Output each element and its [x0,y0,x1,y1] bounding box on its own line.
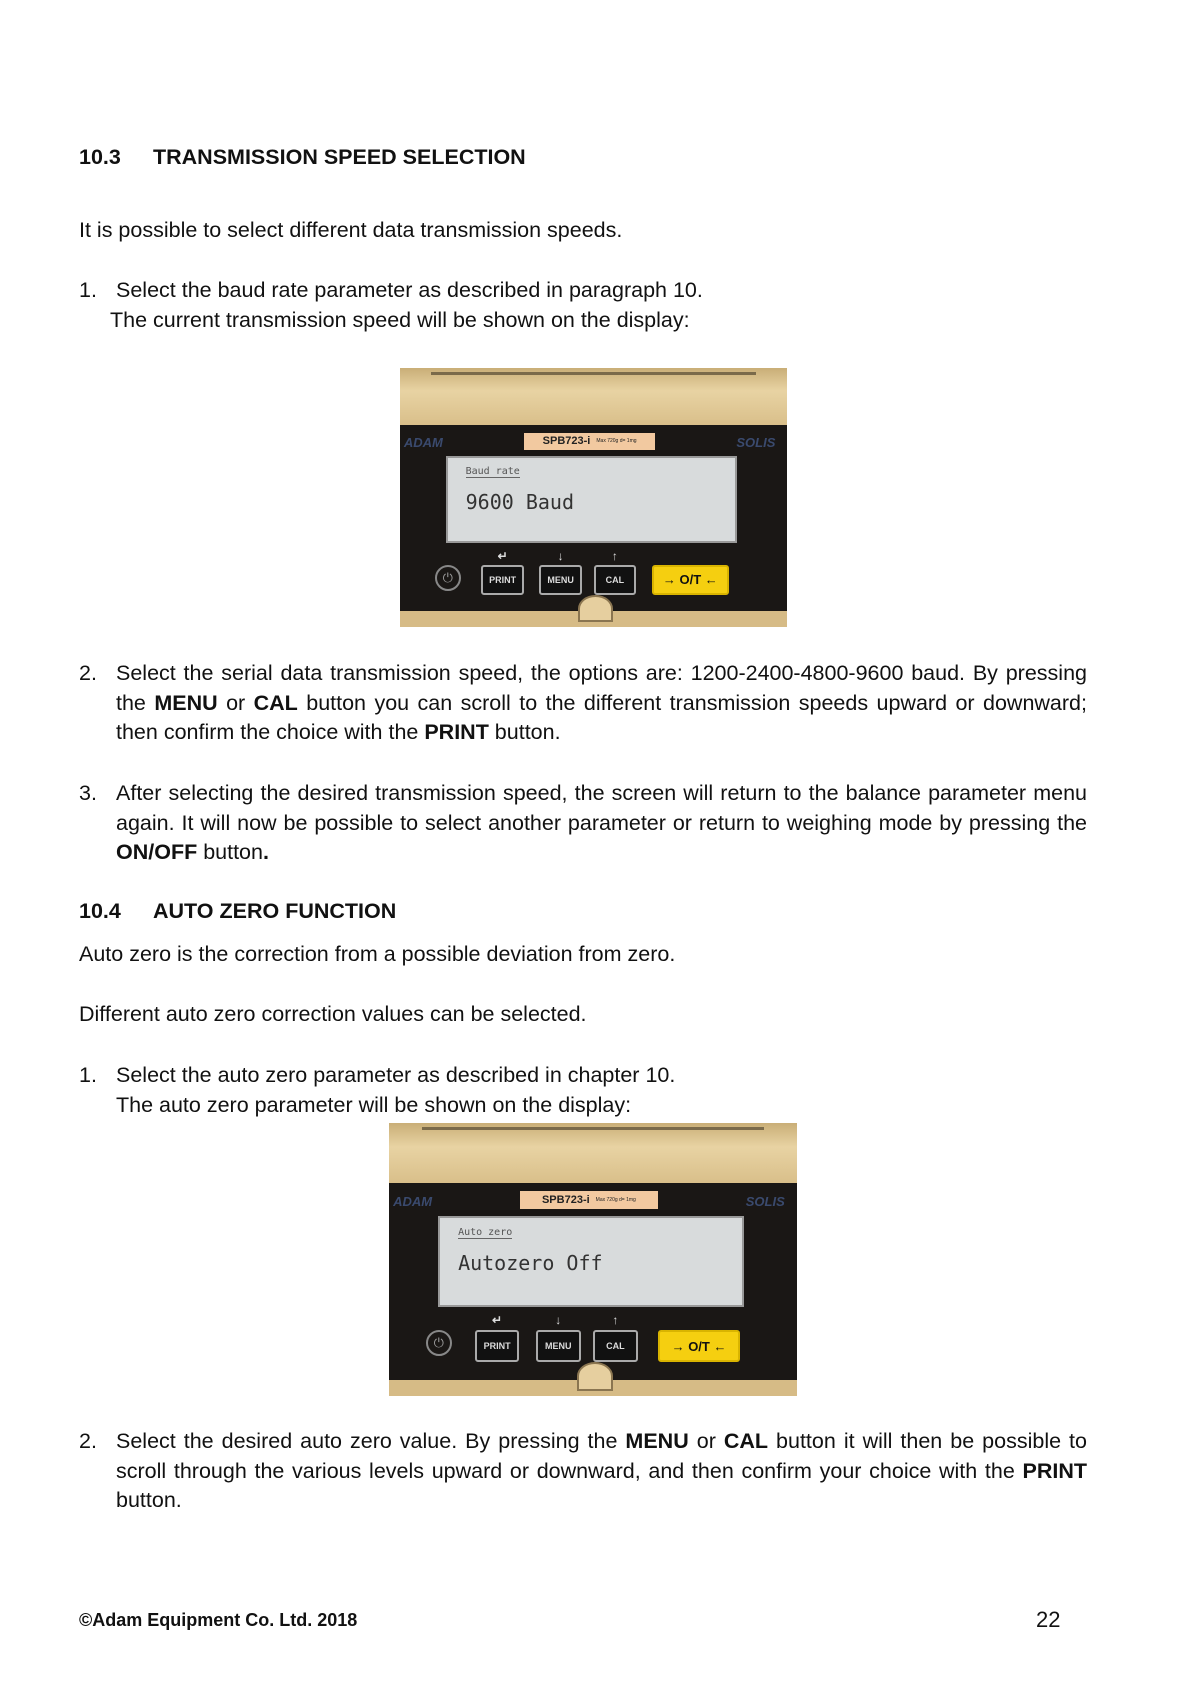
item-number: 2. [79,661,97,685]
list-item [79,276,1087,306]
item-text: After selecting the desired transmission speed, the screen will return to the balance parameter menu again. It will now be possible to select another parameter or return to weighing mode by pressing the ON/OFF button. [116,781,1087,864]
section-heading-10-3 [79,145,526,170]
item-text: Select the desired auto zero value. By pressing the MENU or CAL button it will then be possible to scroll through the various levels upward or downward, and then confirm your choice with the PRINT button. [116,1429,1087,1512]
section-heading-10-4 [79,899,396,924]
balance-display-photo-baud [400,368,787,627]
section-title: AUTO ZERO FUNCTION [153,899,397,923]
model-label: SPB723-i Max 720g d= 1mg [524,433,656,450]
lcd-value: Autozero Off [458,1251,603,1275]
lcd-screen [446,456,736,543]
paragraph: Different auto zero correction values can be selected. [79,1002,587,1026]
list-item [79,1061,1087,1091]
model-label: SPB723-i Max 720g d= 1mg [520,1191,659,1209]
paragraph: It is possible to select different data transmission speeds. [79,218,623,242]
print-button: ↵ PRINT [475,1330,520,1361]
tare-button: → O/T ← [652,565,730,595]
item-number: 1. [79,278,97,302]
item-text: Select the baud rate parameter as described in paragraph 10. [116,278,703,302]
lcd-value: 9600 Baud [465,489,574,514]
item-text-line2: The auto zero parameter will be shown on the display: [116,1093,632,1117]
series-logo: SOLIS [736,435,776,451]
cal-button: ↑ CAL [593,1330,638,1361]
level-indicator [577,1362,614,1391]
list-item [79,779,1087,868]
paragraph: Auto zero is the correction from a possible deviation from zero. [79,942,676,966]
section-number: 10.4 [79,899,121,923]
level-indicator [578,595,613,622]
brand-logo: ADAM [403,435,443,451]
power-icon: ⏻ [426,1330,452,1356]
print-button: ↵ PRINT [481,565,524,595]
list-item [79,659,1087,748]
series-logo: SOLIS [745,1193,785,1209]
footer-copyright: ©Adam Equipment Co. Ltd. 2018 [79,1610,358,1630]
item-number: 3. [79,781,97,805]
item-number: 2. [79,1429,97,1453]
balance-display-photo-autozero [389,1123,797,1396]
item-text: Select the auto zero parameter as described in chapter 10. [116,1063,676,1087]
item-number: 1. [79,1063,97,1087]
menu-button: ↓ MENU [536,1330,581,1361]
lcd-screen [438,1216,744,1307]
tare-button: → O/T ← [658,1330,740,1361]
list-item [79,1427,1087,1516]
lcd-label: Auto zero [458,1226,513,1238]
menu-button: ↓ MENU [539,565,582,595]
power-icon: ⏻ [435,565,461,591]
cal-button: ↑ CAL [594,565,637,595]
item-text: Select the serial data transmission speed, the options are: 1200-2400-4800-9600 baud. By pressing the MENU or CAL button you can scroll to the different transmission speeds upward or downward; then confirm the choice with the PRINT button. [116,661,1087,744]
section-number: 10.3 [79,145,121,169]
section-title: TRANSMISSION SPEED SELECTION [153,145,526,169]
lcd-label: Baud rate [465,466,520,478]
brand-logo: ADAM [393,1193,433,1209]
item-text-line2: The current transmission speed will be shown on the display: [110,308,690,332]
page-number: 22 [1036,1607,1061,1632]
